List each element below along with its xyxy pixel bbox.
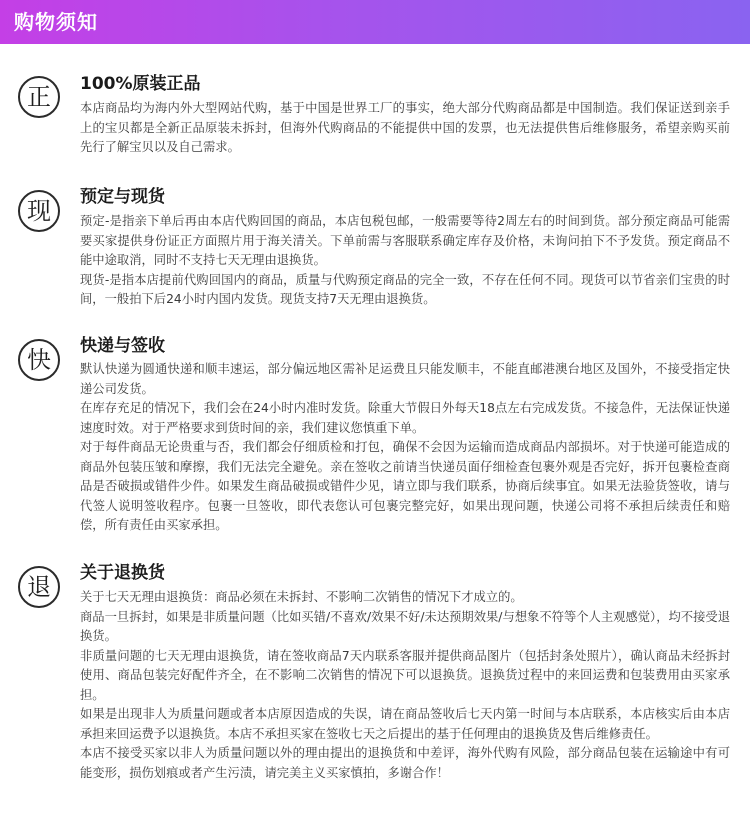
section-title: 预定与现货 [80, 187, 165, 207]
section-paragraph: 默认快递为圆通快递和顺丰速运，部分偏远地区需补足运费且只能发顺丰，不能直邮港澳台地区及国外，不接受指定快递公司发货。 [80, 362, 730, 396]
section-paragraph: 对于每件商品无论贵重与否，我们都会仔细质检和打包，确保不会因为运输而造成商品内部损坏。对于快递可能造成的商品外包装压皱和摩擦，我们无法完全避免。亲在签收之前请当快递员面仔细检查包裹外观是否完好，拆开包裹检查商品是否破损或错件少件。如果发生商品破损或错件少见，请立即与我们联系，协商后续事宜。如果无法验货签收，请与代签人说明签收程序。包裹一旦签收，即代表您认可包裹完整完好，如果出现问题，快递公司将不承担后续责任和赔偿，所有责任由买家承担。 [80, 440, 730, 532]
section-paragraph: 本店商品均为海内外大型网站代购，基于中国是世界工厂的事实，绝大部分代购商品都是中国制造。我们保证送到亲手上的宝贝都是全新正品原装未拆封，但海外代购商品的不能提供中国的发票，也无法提供售后维修服务，希望亲购买前先行了解宝贝以及自己需求。 [80, 101, 730, 154]
delivery-badge-icon: 快 [18, 339, 60, 381]
section-paragraph: 商品一旦拆封，如果是非质量问题（比如买错/不喜欢/效果不好/未达预期效果/与想象不符等个人主观感觉），均不接受退换货。 [80, 609, 730, 643]
section-title: 快递与签收 [80, 336, 165, 356]
header-bar [0, 0, 750, 44]
returns-badge-icon: 退 [18, 566, 60, 608]
stock-badge-icon: 现 [18, 190, 60, 232]
section-paragraph: 预定-是指亲下单后再由本店代购回国的商品，本店包税包邮，一般需要等待2周左右的时间到货。部分预定商品可能需要买家提供身份证正方面照片用于海关清关。下单前需与客服联系确定库存及价格，未询问拍下不予发货。预定商品不能中途取消，同时不支持七天无理由退换货。 [80, 214, 730, 267]
section-paragraph: 非质量问题的七天无理由退换货，请在签收商品7天内联系客服并提供商品图片（包括封条处照片），确认商品未经拆封使用、商品包装完好配件齐全，在不影响二次销售的情况下可以退换货。退换货过程中的来回运费和包装费用由买家承担。 [80, 648, 730, 702]
section-paragraph: 如果是出现非人为质量问题或者本店原因造成的失误，请在商品签收后七天内第一时间与本店联系，本店核实后由本店承担来回运费予以退换货。本店不承担买家在签收七天之后提出的基于任何理由的退换货及售后维修责任。 [80, 707, 730, 741]
section-paragraph: 本店不接受买家以非人为质量问题以外的理由提出的退换货和中差评，海外代购有风险，部分商品包装在运输途中有可能变形，损伤划痕或者产生污渍，请完美主义买家慎拍，多谢合作！ [80, 746, 730, 780]
section-title: 100%原装正品 [80, 74, 201, 94]
section-paragraph: 关于七天无理由退换货：商品必须在未拆封、不影响二次销售的情况下才成立的。 [80, 590, 523, 604]
genuine-badge-icon: 正 [18, 76, 60, 118]
section-paragraph: 现货-是指本店提前代购回国内的商品，质量与代购预定商品的完全一致，不存在任何不同。现货可以节省亲们宝贵的时间，一般拍下后24小时内国内发货。现货支持7天无理由退换货。 [80, 272, 730, 306]
section-paragraph: 在库存充足的情况下，我们会在24小时内准时发货。除重大节假日外每天18点左右完成发货。不接急件，无法保证快递速度时效。对于严格要求到货时间的亲，我们建议您慎重下单。 [80, 401, 730, 435]
section-title: 关于退换货 [80, 563, 165, 583]
page-title: 购物须知 [14, 10, 98, 34]
